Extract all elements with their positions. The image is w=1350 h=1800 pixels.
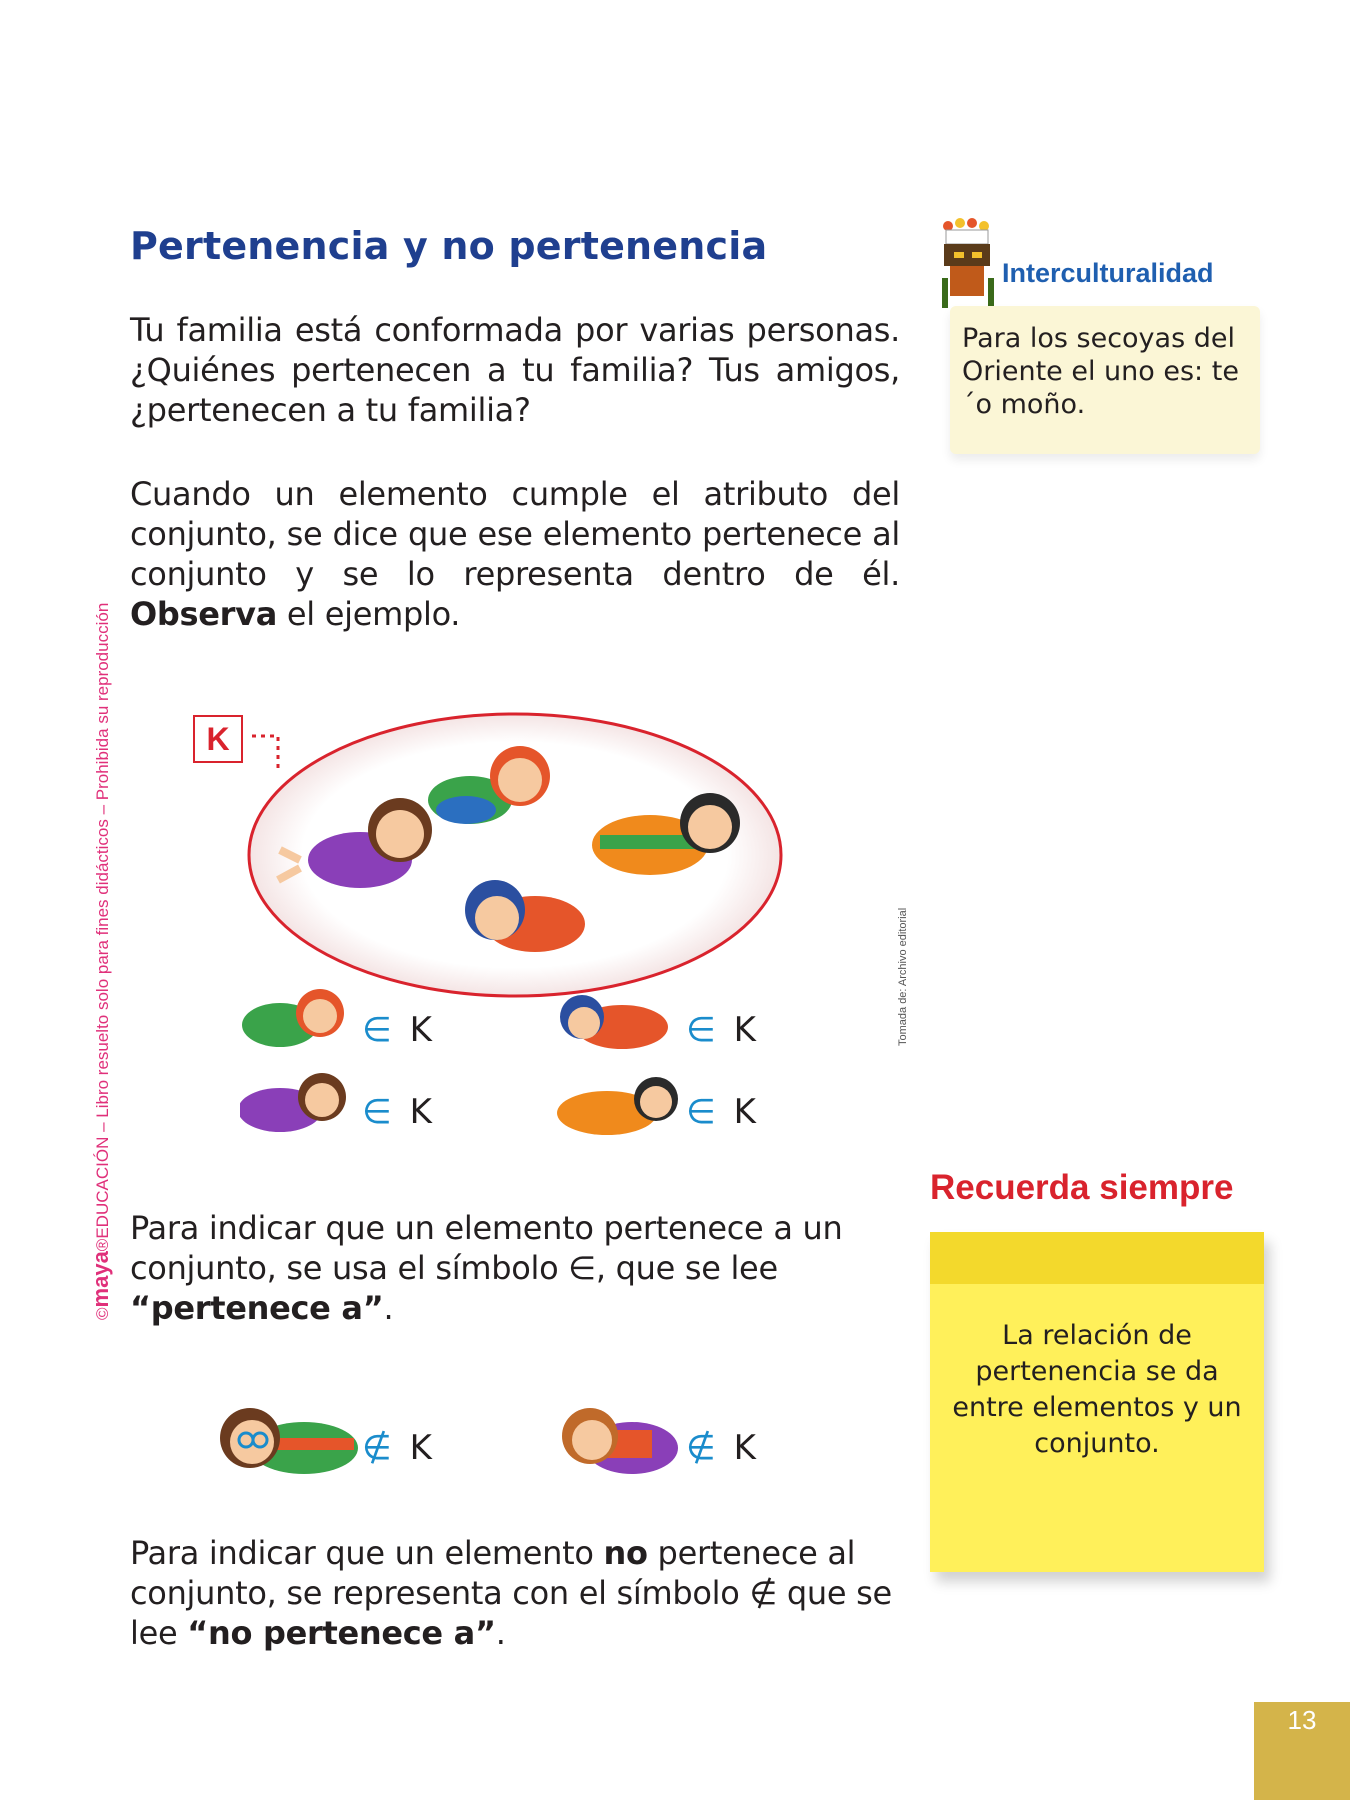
member-relation-4 — [686, 1092, 756, 1132]
copyright-text: EDUCACIÓN – Libro resuelto solo para fines didácticos – Prohibida su reproducción — [93, 602, 112, 1239]
child-figure-orange-small — [557, 1077, 678, 1135]
definition-text: Cuando un elemento cumple el atributo del conjunto, se dice que ese elemento pertenece al conjunto y se lo representa dentro de él. — [130, 475, 900, 593]
not-belongs-tail: . — [495, 1614, 506, 1652]
child-figure-purple-small — [240, 1073, 346, 1132]
member-relation-1 — [362, 1010, 432, 1050]
recuerda-text: La relación de pertenencia se da entre elementos y un conjunto. — [952, 1320, 1242, 1459]
no-pertenece-a-bold: “no pertenece a” — [187, 1614, 496, 1652]
not-belongs-symbol: ∉ — [362, 1428, 392, 1468]
relation-set: K — [733, 1010, 756, 1050]
interculturalidad-text: Para los secoyas del Oriente el uno es: te´o moño. — [962, 323, 1239, 420]
belongs-tail: . — [383, 1289, 394, 1327]
no-bold: no — [603, 1534, 648, 1572]
child-figure-red-small — [560, 995, 668, 1049]
set-k-label: K — [193, 715, 243, 763]
recuerda-title: Recuerda siempre — [930, 1168, 1234, 1207]
relation-set: K — [409, 1428, 432, 1468]
belongs-symbol: ∈ — [362, 1092, 392, 1132]
pertenece-a-bold: “pertenece a” — [130, 1289, 384, 1327]
relation-set: K — [733, 1428, 756, 1468]
belongs-symbol: ∈ — [362, 1010, 392, 1050]
child-figure-green-small — [242, 989, 344, 1047]
definition-tail: el ejemplo. — [277, 595, 461, 633]
mask-icon — [936, 218, 1000, 318]
member-figures-left — [240, 985, 350, 1185]
relation-set: K — [733, 1092, 756, 1132]
belongs-symbol: ∈ — [686, 1010, 716, 1050]
non-member-relation-2 — [686, 1428, 756, 1468]
image-credit: Tomada de: Archivo editorial — [897, 907, 909, 1046]
not-belongs-mid: pertenece al conjunto, se representa con el símbolo ∉ que se lee — [130, 1534, 892, 1652]
intro-paragraph: Tu familia está conformada por varias personas. ¿Quiénes pertenecen a tu familia? Tus amigos, ¿pertenecen a tu familia? — [130, 311, 900, 429]
non-member-relation-1 — [362, 1428, 432, 1468]
copyright-symbol: © — [93, 1307, 112, 1320]
interculturalidad-title: Interculturalidad — [1002, 258, 1214, 288]
relation-set: K — [409, 1092, 432, 1132]
definition-paragraph — [130, 474, 900, 634]
member-relation-3 — [362, 1092, 432, 1132]
set-k-connector — [252, 736, 278, 770]
not-belongs-pre: Para indicar que un elemento — [130, 1534, 604, 1572]
member-figures-right — [552, 985, 692, 1185]
non-member-figure-girl — [552, 1390, 682, 1500]
page-title: Pertenencia y no pertenencia — [130, 224, 768, 268]
belongs-explanation: Para indicar que un elemento pertenece a un conjunto, se usa el símbolo ∈, que se lee — [130, 1209, 843, 1287]
copyright-notice — [87, 420, 115, 1320]
non-member-figure-boy — [214, 1390, 364, 1500]
relation-set: K — [409, 1010, 432, 1050]
sticky-note-tape — [930, 1232, 1264, 1284]
page-number: 13 — [1254, 1702, 1350, 1800]
not-belongs-symbol: ∉ — [686, 1428, 716, 1468]
belongs-symbol: ∈ — [686, 1092, 716, 1132]
not-belongs-symbol-paragraph — [130, 1533, 900, 1653]
belongs-symbol-paragraph — [130, 1208, 900, 1328]
registered-symbol: ® — [93, 1238, 112, 1252]
observa-bold: Observa — [130, 595, 277, 633]
member-relation-2 — [686, 1010, 756, 1050]
brand-name: maya — [88, 1251, 113, 1308]
